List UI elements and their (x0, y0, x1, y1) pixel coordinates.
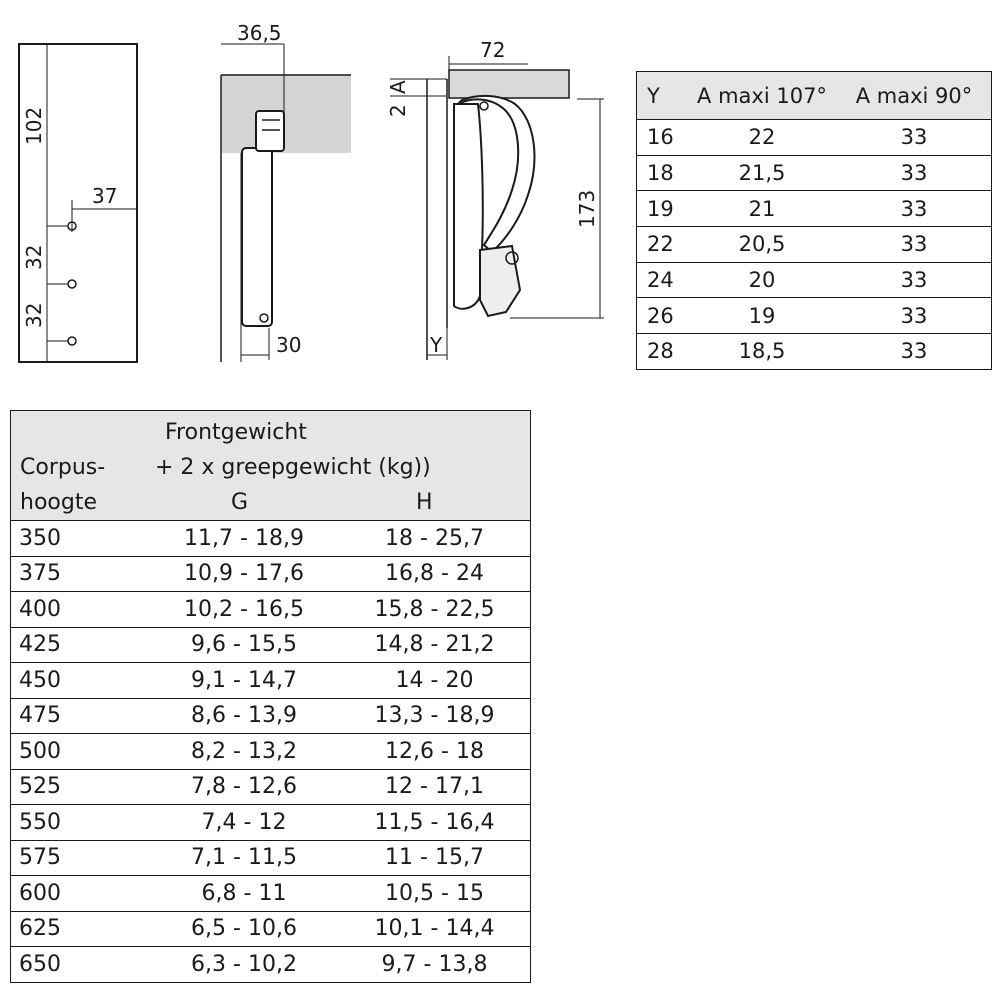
cell-y: 22 (637, 227, 688, 263)
table-row (11, 698, 531, 734)
table-row (11, 911, 531, 947)
cell-a-107: 21 (687, 191, 837, 227)
cell-h: 14,8 - 21,2 (339, 627, 531, 663)
technical-drawings (0, 0, 630, 380)
table-header-cell (11, 411, 531, 521)
table-row (11, 556, 531, 592)
cell-a-90: 33 (837, 298, 992, 334)
cell-g: 6,5 - 10,6 (149, 911, 339, 947)
lid-panel (449, 70, 569, 98)
spring-unit (480, 246, 520, 316)
table-row (11, 627, 531, 663)
cell-height: 625 (11, 911, 150, 947)
cell-height: 650 (11, 947, 150, 983)
cell-g: 6,8 - 11 (149, 876, 339, 912)
cell-y: 19 (637, 191, 688, 227)
cell-h: 13,3 - 18,9 (339, 698, 531, 734)
cell-h: 18 - 25,7 (385, 525, 484, 551)
cell-h: 11,5 - 16,4 (339, 805, 531, 841)
table-row (637, 262, 992, 298)
cell-a-107: 22 (748, 125, 776, 150)
cell-g: 9,6 - 15,5 (149, 627, 339, 663)
opening-angle-table (636, 71, 992, 370)
cell-height: 450 (11, 663, 150, 699)
header-col-h: H (416, 490, 433, 515)
cell-height: 600 (11, 876, 150, 912)
cell-g: 7,1 - 11,5 (149, 840, 339, 876)
cell-y: 28 (637, 334, 688, 370)
table-row (637, 155, 992, 191)
cell-g: 8,6 - 13,9 (149, 698, 339, 734)
table-row (637, 191, 992, 227)
cell-h: 12 - 17,1 (339, 769, 531, 805)
cell-h: 16,8 - 24 (339, 556, 531, 592)
cell-height: 425 (11, 627, 150, 663)
side-view-drawing (386, 38, 604, 360)
header-hoogte: hoogte (20, 490, 97, 515)
cell-height: 375 (11, 556, 150, 592)
dim-label-72: 72 (480, 38, 506, 62)
dim-label-30: 30 (276, 333, 302, 357)
cell-height: 475 (11, 698, 150, 734)
header-block (11, 411, 530, 520)
cell-h: 12,6 - 18 (339, 734, 531, 770)
cell-height: 400 (11, 592, 150, 628)
cell-g: 11,7 - 18,9 (184, 525, 304, 551)
cell-a-90: 33 (837, 334, 992, 370)
table-row (637, 334, 992, 370)
cell-a-90: 33 (837, 227, 992, 263)
table-header-row (637, 72, 992, 120)
dim-label-37: 37 (92, 184, 118, 208)
cell-g: 6,3 - 10,2 (149, 947, 339, 983)
cell-h: 15,8 - 22,5 (339, 592, 531, 628)
cell-h: 9,7 - 13,8 (339, 947, 531, 983)
cell-a-107: 21,5 (687, 155, 837, 191)
table-row (637, 298, 992, 334)
table-row (11, 663, 531, 699)
cell-g: 7,4 - 12 (149, 805, 339, 841)
cell-a-107: 19 (687, 298, 837, 334)
cell-a-90: 33 (837, 191, 992, 227)
cell-h: 11 - 15,7 (339, 840, 531, 876)
cell-g: 10,9 - 17,6 (149, 556, 339, 592)
table-row (11, 805, 531, 841)
table-header-row (11, 411, 531, 521)
cell-a-107: 20 (687, 262, 837, 298)
header-greepgewicht: + 2 x greepgewicht (kg)) (155, 455, 431, 480)
dim-label-Y: Y (430, 333, 443, 357)
cell-a-90: 33 (900, 125, 928, 150)
top-pivot (480, 102, 488, 110)
cell-g: 9,1 - 14,7 (149, 663, 339, 699)
dim-label-2: 2 (386, 104, 410, 117)
cell-a-90: 33 (837, 155, 992, 191)
table-row (11, 947, 531, 983)
front-weight-table (10, 410, 531, 983)
dim-label-173: 173 (575, 189, 599, 228)
cell-a-107: 18,5 (687, 334, 837, 370)
cell-height: 350 (19, 525, 61, 551)
header-corpus: Corpus- (20, 455, 106, 480)
cell-height: 525 (11, 769, 150, 805)
cell-a-90: 33 (837, 262, 992, 298)
cell-h: 10,5 - 15 (339, 876, 531, 912)
mechanism-housing (454, 104, 483, 309)
table-row (11, 769, 531, 805)
table-row (11, 876, 531, 912)
cell-height: 500 (11, 734, 150, 770)
table-row (637, 120, 992, 156)
cell-y: 18 (637, 155, 688, 191)
cell-g: 8,2 - 13,2 (149, 734, 339, 770)
cell-a-107: 20,5 (687, 227, 837, 263)
table-row (11, 592, 531, 628)
drilling-pattern-drawing (19, 44, 137, 362)
cell-h: 10,1 - 14,4 (339, 911, 531, 947)
table-row (11, 840, 531, 876)
cell-g: 10,2 - 16,5 (149, 592, 339, 628)
top-panel-shaded (221, 75, 351, 153)
cell-h: 14 - 20 (339, 663, 531, 699)
cell-g: 7,8 - 12,6 (149, 769, 339, 805)
cell-y: 16 (647, 125, 674, 150)
table-row (637, 227, 992, 263)
header-col-g: G (231, 490, 249, 515)
dim-label-32-bottom: 32 (22, 302, 46, 328)
dim-label-102: 102 (22, 106, 46, 145)
table-row (11, 734, 531, 770)
dim-label-A: A (386, 80, 410, 94)
dim-label-36-5: 36,5 (237, 21, 282, 45)
col-header-y: Y (637, 72, 688, 120)
front-view-drawing (221, 21, 351, 362)
cell-y: 26 (637, 298, 688, 334)
cell-y: 24 (637, 262, 688, 298)
table-row (11, 521, 531, 557)
cell-height: 575 (11, 840, 150, 876)
mechanism-body (242, 148, 272, 326)
col-header-a-90: A maxi 90° (837, 72, 992, 120)
header-frontgewicht: Frontgewicht (165, 420, 307, 445)
mechanism-bracket (256, 111, 284, 151)
col-header-a-107: A maxi 107° (687, 72, 837, 120)
cell-height: 550 (11, 805, 150, 841)
dim-label-32-top: 32 (22, 244, 46, 270)
